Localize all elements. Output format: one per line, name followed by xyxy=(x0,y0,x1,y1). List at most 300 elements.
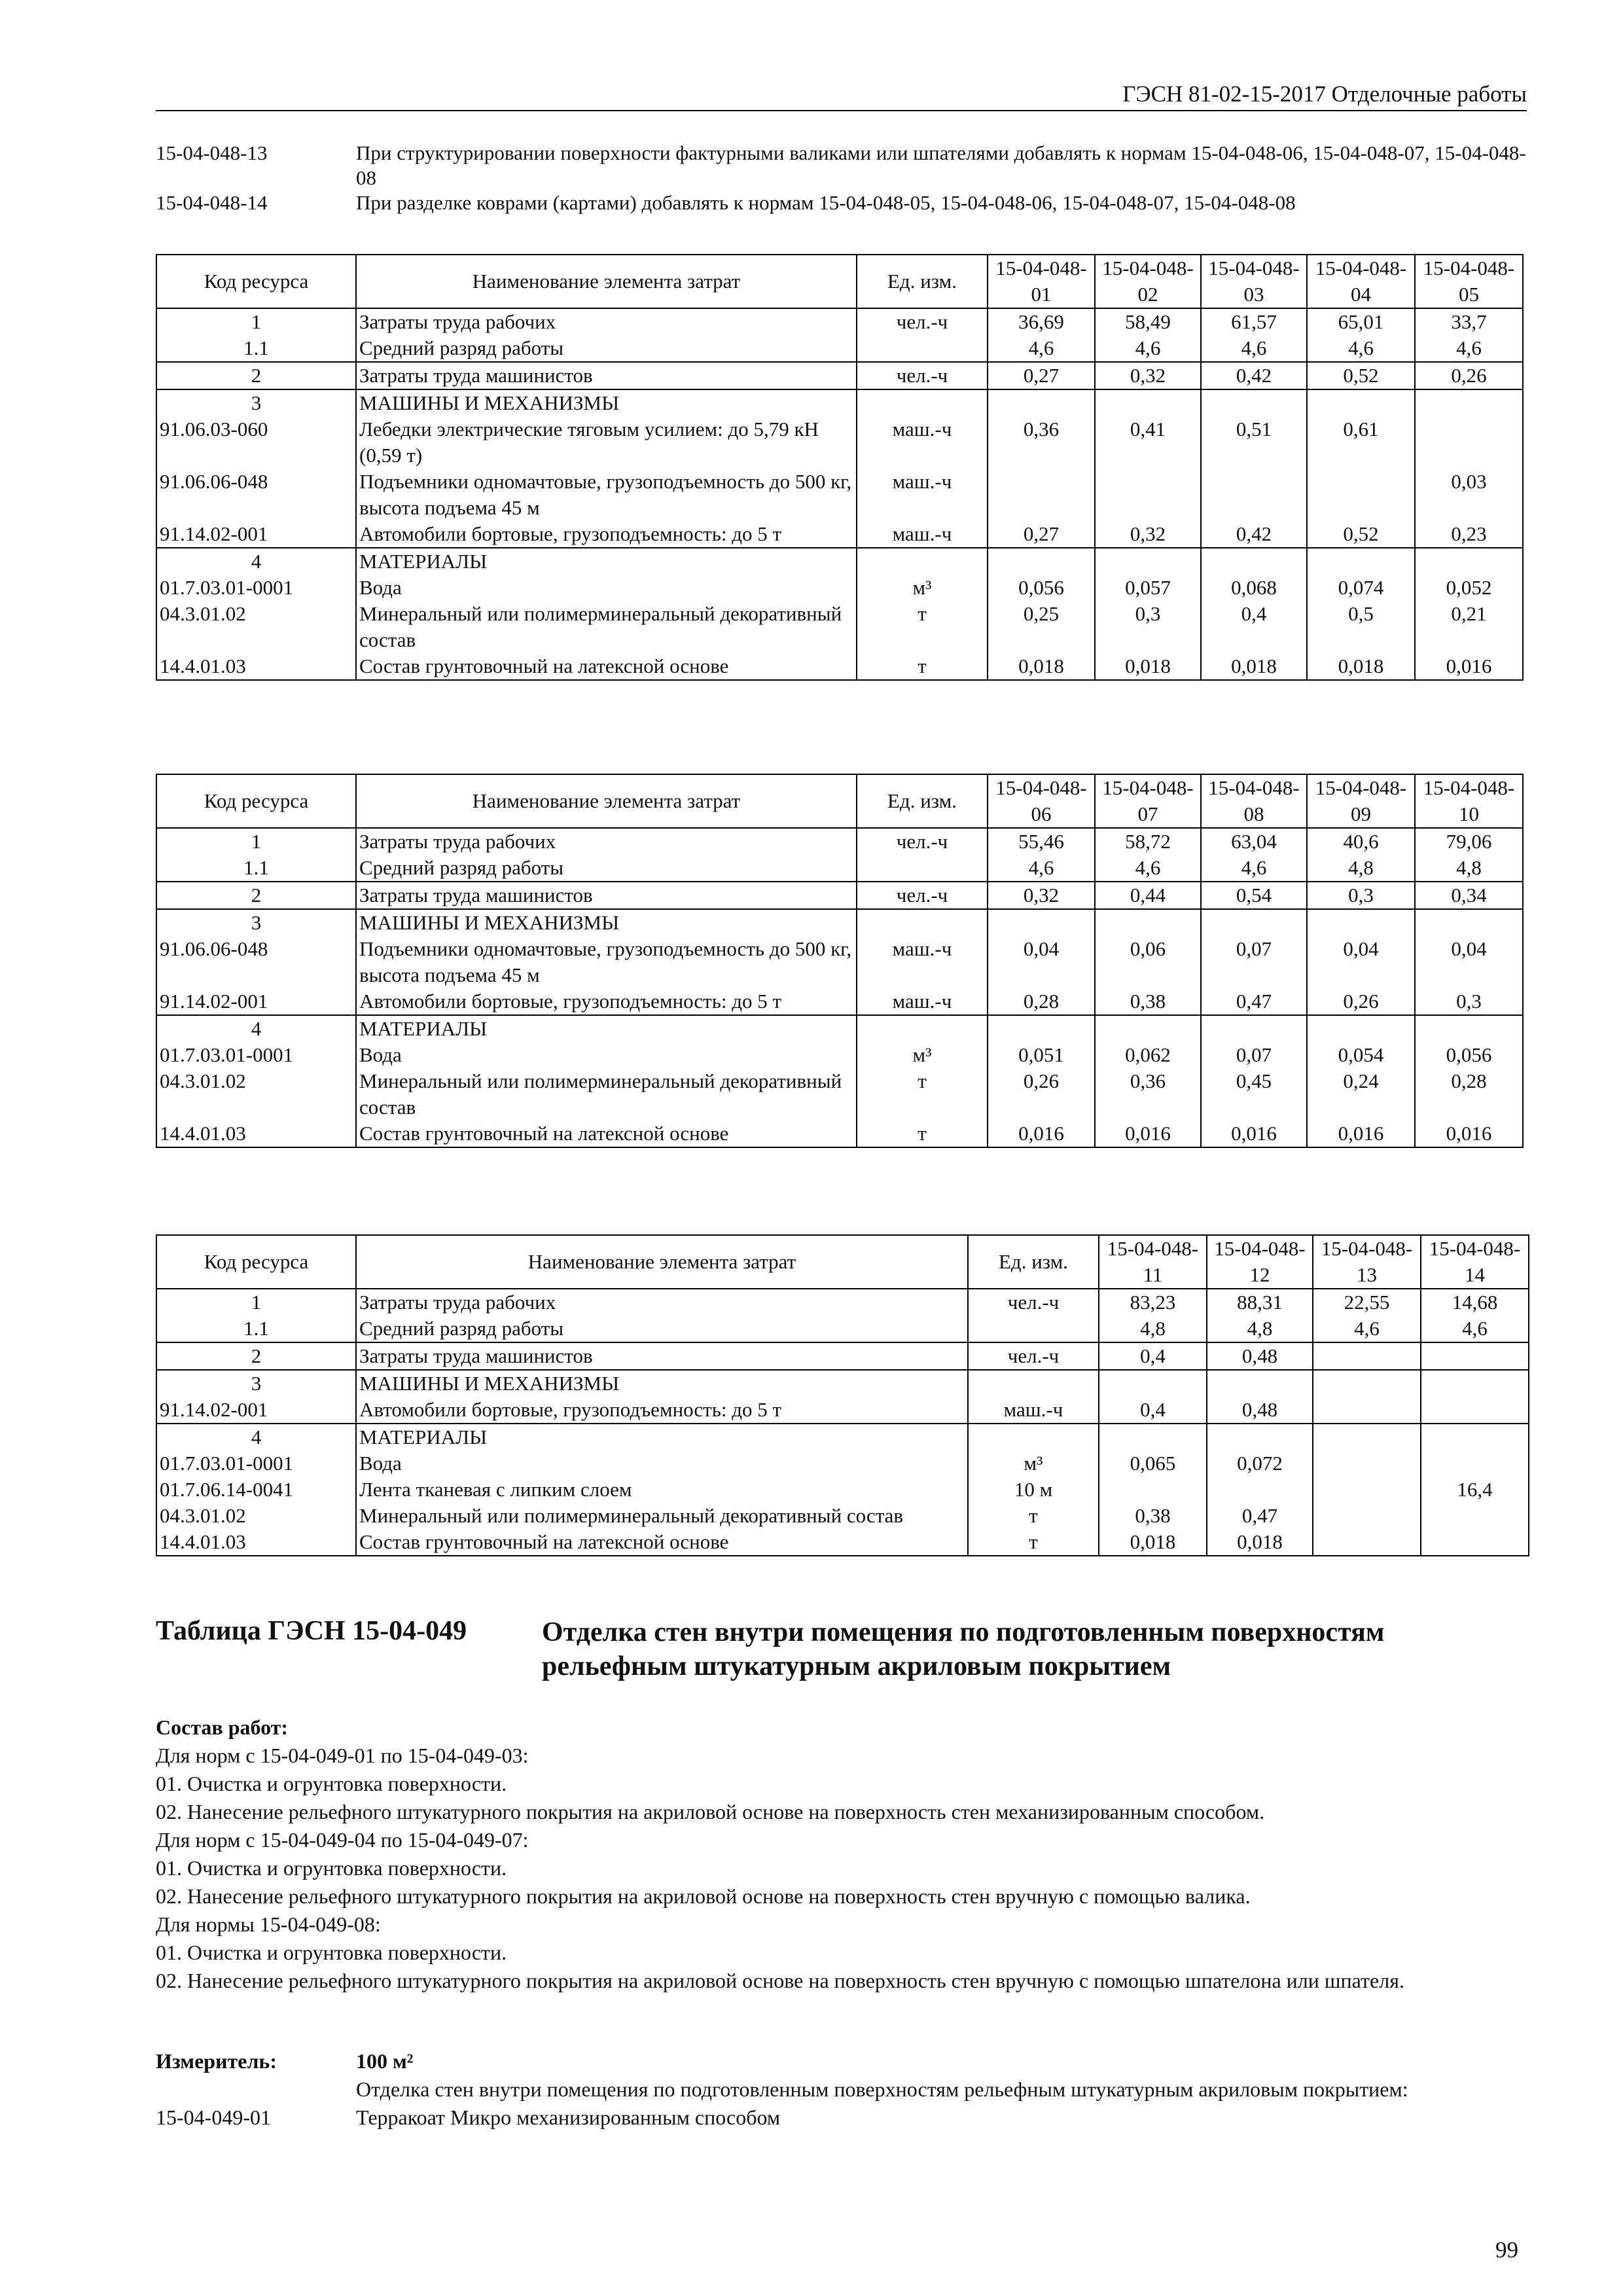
resource-value xyxy=(1421,1529,1529,1556)
resource-value: 4,6 xyxy=(1095,335,1201,362)
table-row xyxy=(156,1529,1529,1556)
resource-value: 0,25 xyxy=(988,601,1095,653)
table-row xyxy=(156,1477,1529,1503)
table-row xyxy=(156,653,1523,680)
resource-name: Средний разряд работы xyxy=(356,335,857,362)
resource-value: 0,3 xyxy=(1307,882,1415,909)
resource-code: 01.7.03.01-0001 xyxy=(156,1450,356,1477)
resource-value xyxy=(1313,1503,1421,1529)
resource-value: 0,34 xyxy=(1415,882,1523,909)
resource-value: 0,04 xyxy=(988,936,1095,988)
resource-value xyxy=(1099,1370,1207,1397)
table-row xyxy=(156,909,1523,936)
resource-value: 33,7 xyxy=(1415,308,1523,335)
resource-name: Средний разряд работы xyxy=(356,855,857,882)
header-norm-code: 15-04-048-13 xyxy=(1313,1235,1421,1289)
resource-value: 0,057 xyxy=(1095,575,1201,601)
resource-value: 0,4 xyxy=(1099,1342,1207,1370)
resource-name: Затраты труда машинистов xyxy=(356,882,857,909)
resource-unit: чел.-ч xyxy=(857,828,988,855)
resource-value: 0,07 xyxy=(1201,936,1307,988)
resource-value: 58,49 xyxy=(1095,308,1201,335)
resource-code: 01.7.03.01-0001 xyxy=(156,575,356,601)
resource-name: Состав грунтовочный на латексной основе xyxy=(356,1529,968,1556)
resource-value: 0,4 xyxy=(1201,601,1307,653)
resource-value: 0,27 xyxy=(988,362,1095,389)
resource-value: 4,6 xyxy=(1307,335,1415,362)
table-row xyxy=(156,936,1523,988)
resource-name: Автомобили бортовые, грузоподъемность: до 5 т xyxy=(356,521,857,548)
resource-name: МАТЕРИАЛЫ xyxy=(356,548,857,575)
header-name: Наименование элемента затрат xyxy=(356,1235,968,1289)
composition-line: 01. Очистка и огрунтовка поверхности. xyxy=(156,1941,507,1964)
resource-name: МАШИНЫ И МЕХАНИЗМЫ xyxy=(356,1370,968,1397)
resource-name: Средний разряд работы xyxy=(356,1316,968,1342)
resource-value xyxy=(1421,1397,1529,1424)
resource-unit xyxy=(968,1370,1099,1397)
header-norm-code: 15-04-048-08 xyxy=(1201,774,1307,828)
resource-name: Состав грунтовочный на латексной основе xyxy=(356,653,857,680)
resource-unit: маш.-ч xyxy=(857,988,988,1015)
resource-unit xyxy=(857,1015,988,1042)
resource-value: 0,24 xyxy=(1307,1068,1415,1121)
resource-value: 0,018 xyxy=(1099,1529,1207,1556)
table-row xyxy=(156,1450,1529,1477)
table-row xyxy=(156,362,1523,389)
resource-unit xyxy=(857,909,988,936)
table-row xyxy=(156,1289,1529,1316)
resource-value: 0,52 xyxy=(1307,521,1415,548)
resource-value: 63,04 xyxy=(1201,828,1307,855)
resource-value xyxy=(1313,1397,1421,1424)
note-row xyxy=(156,190,1530,215)
resource-value xyxy=(988,548,1095,575)
resource-code: 2 xyxy=(156,1342,356,1370)
note-text: При структурировании поверхности фактурными валиками или шпателями добавлять к нормам 15-04-048-06, 15-04-048-07, 15-04-048-08 xyxy=(356,141,1526,189)
item-code: 15-04-049-01 xyxy=(156,2106,271,2129)
resource-value xyxy=(1201,548,1307,575)
resource-unit: 10 м xyxy=(968,1477,1099,1503)
resource-value: 0,61 xyxy=(1307,416,1415,469)
resource-unit: чел.-ч xyxy=(857,362,988,389)
resource-code: 4 xyxy=(156,1424,356,1450)
resource-unit: т xyxy=(857,653,988,680)
table-header-row xyxy=(156,255,1523,308)
header-norm-code: 15-04-048-11 xyxy=(1099,1235,1207,1289)
resource-unit: т xyxy=(857,601,988,653)
resource-value: 0,051 xyxy=(988,1042,1095,1068)
resource-value: 0,074 xyxy=(1307,575,1415,601)
table-row xyxy=(156,1015,1523,1042)
resource-value: 0,45 xyxy=(1201,1068,1307,1121)
table-header-row xyxy=(156,774,1523,828)
resource-value xyxy=(1095,389,1201,416)
composition-heading: Состав работ: xyxy=(156,1715,289,1739)
resource-code: 14.4.01.03 xyxy=(156,1529,356,1556)
resource-name: Минеральный или полимерминеральный декоративный состав xyxy=(356,1503,968,1529)
table-row xyxy=(156,1042,1523,1068)
composition-line: 02. Нанесение рельефного штукатурного покрытия на акриловой основе на поверхность стен вручную с помощью шпателона или шпателя. xyxy=(156,1969,1404,1992)
resource-value: 0,054 xyxy=(1307,1042,1415,1068)
resource-value xyxy=(988,469,1095,521)
note-code: 15-04-048-13 xyxy=(156,141,268,164)
header-unit: Ед. изм. xyxy=(968,1235,1099,1289)
table-row xyxy=(156,335,1523,362)
table-row xyxy=(156,1316,1529,1342)
composition-line: Для норм с 15-04-049-01 по 15-04-049-03: xyxy=(156,1744,529,1767)
resource-value: 0,016 xyxy=(1201,1121,1307,1147)
resource-value: 4,6 xyxy=(988,335,1095,362)
table-row xyxy=(156,1397,1529,1424)
resource-code: 1.1 xyxy=(156,855,356,882)
resource-value xyxy=(1307,389,1415,416)
resource-code: 04.3.01.02 xyxy=(156,601,356,653)
resource-value: 0,052 xyxy=(1415,575,1523,601)
resource-value xyxy=(1207,1424,1313,1450)
header-name: Наименование элемента затрат xyxy=(356,255,857,308)
table-row xyxy=(156,601,1523,653)
resource-code: 2 xyxy=(156,362,356,389)
resource-value: 0,32 xyxy=(1095,362,1201,389)
resource-code: 91.06.06-048 xyxy=(156,469,356,521)
header-norm-code: 15-04-048-02 xyxy=(1095,255,1201,308)
resource-code: 1 xyxy=(156,308,356,335)
resource-code: 04.3.01.02 xyxy=(156,1503,356,1529)
work-composition xyxy=(156,1713,1537,1995)
resource-value: 0,28 xyxy=(1415,1068,1523,1121)
resource-unit: чел.-ч xyxy=(968,1342,1099,1370)
resource-value: 0,41 xyxy=(1095,416,1201,469)
resource-unit: чел.-ч xyxy=(968,1289,1099,1316)
resource-unit: т xyxy=(968,1503,1099,1529)
header-norm-code: 15-04-048-05 xyxy=(1415,255,1523,308)
resource-value xyxy=(1099,1424,1207,1450)
resource-table-3 xyxy=(156,1234,1529,1556)
resource-unit: маш.-ч xyxy=(857,416,988,469)
resource-value: 4,6 xyxy=(1421,1316,1529,1342)
resource-code: 1 xyxy=(156,828,356,855)
resource-code: 3 xyxy=(156,909,356,936)
resource-value: 0,26 xyxy=(1307,988,1415,1015)
resource-value xyxy=(1207,1477,1313,1503)
header-norm-code: 15-04-048-04 xyxy=(1307,255,1415,308)
resource-value: 0,072 xyxy=(1207,1450,1313,1477)
resource-value: 0,04 xyxy=(1307,936,1415,988)
resource-value: 4,8 xyxy=(1307,855,1415,882)
resource-table-1 xyxy=(156,254,1524,681)
resource-value xyxy=(1313,1424,1421,1450)
resource-code: 91.14.02-001 xyxy=(156,988,356,1015)
resource-code: 4 xyxy=(156,548,356,575)
resource-code: 91.14.02-001 xyxy=(156,1397,356,1424)
resource-value: 0,04 xyxy=(1415,936,1523,988)
resource-value: 88,31 xyxy=(1207,1289,1313,1316)
resource-unit: т xyxy=(857,1121,988,1147)
resource-value xyxy=(1313,1450,1421,1477)
resource-value xyxy=(1415,548,1523,575)
resource-value: 0,48 xyxy=(1207,1342,1313,1370)
resource-name: Минеральный или полимерминеральный декоративный состав xyxy=(356,601,857,653)
composition-line: 01. Очистка и огрунтовка поверхности. xyxy=(156,1856,507,1880)
composition-line: 01. Очистка и огрунтовка поверхности. xyxy=(156,1772,507,1795)
page-number: 99 xyxy=(1495,2237,1518,2263)
resource-value: 4,6 xyxy=(1313,1316,1421,1342)
resource-value: 4,6 xyxy=(1201,855,1307,882)
resource-unit: маш.-ч xyxy=(857,936,988,988)
resource-name: Затраты труда рабочих xyxy=(356,1289,968,1316)
header-unit: Ед. изм. xyxy=(857,774,988,828)
resource-value: 0,4 xyxy=(1099,1397,1207,1424)
resource-value: 0,3 xyxy=(1095,601,1201,653)
resource-value: 4,8 xyxy=(1207,1316,1313,1342)
notes-block xyxy=(156,141,1530,215)
resource-value: 0,016 xyxy=(1307,1121,1415,1147)
resource-value: 0,42 xyxy=(1201,521,1307,548)
measure-block xyxy=(156,2047,1530,2132)
table-header-row xyxy=(156,1235,1529,1289)
resource-value: 0,018 xyxy=(1307,653,1415,680)
resource-value xyxy=(1421,1342,1529,1370)
resource-value xyxy=(1307,909,1415,936)
table-row xyxy=(156,1342,1529,1370)
resource-value xyxy=(1415,1015,1523,1042)
table-row xyxy=(156,416,1523,469)
resource-table-2 xyxy=(156,774,1524,1148)
resource-value: 58,72 xyxy=(1095,828,1201,855)
table-row xyxy=(156,575,1523,601)
resource-value xyxy=(1099,1477,1207,1503)
resource-value: 0,54 xyxy=(1201,882,1307,909)
resource-value: 22,55 xyxy=(1313,1289,1421,1316)
measure-description: Отделка стен внутри помещения по подготовленным поверхностям рельефным штукатурным акриловым покрытием: xyxy=(356,2077,1408,2101)
resource-value: 0,018 xyxy=(1095,653,1201,680)
resource-value: 0,03 xyxy=(1415,469,1523,521)
resource-name: Затраты труда рабочих xyxy=(356,308,857,335)
item-text: Терракоат Микро механизированным способом xyxy=(356,2106,781,2129)
resource-value: 0,48 xyxy=(1207,1397,1313,1424)
resource-value: 0,32 xyxy=(1095,521,1201,548)
resource-value: 4,6 xyxy=(1095,855,1201,882)
resource-value xyxy=(1415,389,1523,416)
resource-code: 1.1 xyxy=(156,1316,356,1342)
resource-value: 0,27 xyxy=(988,521,1095,548)
header-name: Наименование элемента затрат xyxy=(356,774,857,828)
resource-value xyxy=(1201,909,1307,936)
resource-code: 3 xyxy=(156,389,356,416)
resource-code: 91.06.03-060 xyxy=(156,416,356,469)
resource-name: Затраты труда машинистов xyxy=(356,362,857,389)
resource-name: МАШИНЫ И МЕХАНИЗМЫ xyxy=(356,389,857,416)
resource-value: 0,32 xyxy=(988,882,1095,909)
resource-value xyxy=(1421,1370,1529,1397)
resource-value xyxy=(1415,416,1523,469)
table-row xyxy=(156,548,1523,575)
resource-name: Вода xyxy=(356,575,857,601)
header-norm-code: 15-04-048-12 xyxy=(1207,1235,1313,1289)
resource-value: 0,26 xyxy=(1415,362,1523,389)
resource-value: 55,46 xyxy=(988,828,1095,855)
resource-value xyxy=(1095,548,1201,575)
resource-unit: чел.-ч xyxy=(857,308,988,335)
resource-value: 0,38 xyxy=(1095,988,1201,1015)
resource-value xyxy=(1307,1015,1415,1042)
composition-line: 02. Нанесение рельефного штукатурного покрытия на акриловой основе на поверхность стен вручную с помощью валика. xyxy=(156,1884,1251,1908)
resource-value: 61,57 xyxy=(1201,308,1307,335)
resource-value: 0,47 xyxy=(1207,1503,1313,1529)
resource-value: 0,016 xyxy=(1415,653,1523,680)
resource-name: МАШИНЫ И МЕХАНИЗМЫ xyxy=(356,909,857,936)
resource-code: 14.4.01.03 xyxy=(156,1121,356,1147)
table-row xyxy=(156,1370,1529,1397)
resource-value xyxy=(1313,1477,1421,1503)
resource-value xyxy=(1201,389,1307,416)
resource-code: 01.7.06.14-0041 xyxy=(156,1477,356,1503)
resource-name: Автомобили бортовые, грузоподъемность: до 5 т xyxy=(356,1397,968,1424)
resource-code: 4 xyxy=(156,1015,356,1042)
resource-name: Вода xyxy=(356,1042,857,1068)
resource-value xyxy=(1313,1370,1421,1397)
resource-value xyxy=(1421,1424,1529,1450)
resource-code: 1.1 xyxy=(156,335,356,362)
resource-value: 0,065 xyxy=(1099,1450,1207,1477)
resource-value xyxy=(988,389,1095,416)
resource-name: Подъемники одномачтовые, грузоподъемность до 500 кг, высота подъема 45 м xyxy=(356,469,857,521)
resource-value: 0,018 xyxy=(1207,1529,1313,1556)
resource-value: 36,69 xyxy=(988,308,1095,335)
resource-value: 0,26 xyxy=(988,1068,1095,1121)
header-norm-code: 15-04-048-07 xyxy=(1095,774,1201,828)
resource-unit xyxy=(968,1316,1099,1342)
resource-unit: т xyxy=(968,1529,1099,1556)
resource-value xyxy=(1307,548,1415,575)
resource-value: 0,016 xyxy=(1415,1121,1523,1147)
composition-line: 02. Нанесение рельефного штукатурного покрытия на акриловой основе на поверхность стен механизированным способом. xyxy=(156,1800,1265,1823)
resource-unit xyxy=(857,855,988,882)
resource-value: 0,5 xyxy=(1307,601,1415,653)
header-unit: Ед. изм. xyxy=(857,255,988,308)
measure-row xyxy=(156,2047,1530,2075)
resource-unit: маш.-ч xyxy=(968,1397,1099,1424)
resource-value: 0,21 xyxy=(1415,601,1523,653)
note-text: При разделке коврами (картами) добавлять к нормам 15-04-048-05, 15-04-048-06, 15-04-048-07, 15-04-048-08 xyxy=(356,191,1296,214)
resource-unit: м³ xyxy=(968,1450,1099,1477)
header-norm-code: 15-04-048-03 xyxy=(1201,255,1307,308)
resource-value xyxy=(1415,909,1523,936)
header-norm-code: 15-04-048-06 xyxy=(988,774,1095,828)
table-title: Отделка стен внутри помещения по подготовленным поверхностям рельефным штукатурным акриловым покрытием xyxy=(542,1617,1385,1681)
resource-value: 0,52 xyxy=(1307,362,1415,389)
table-row xyxy=(156,1424,1529,1450)
resource-name: МАТЕРИАЛЫ xyxy=(356,1015,857,1042)
resource-unit xyxy=(857,389,988,416)
resource-value: 0,062 xyxy=(1095,1042,1201,1068)
resource-code: 2 xyxy=(156,882,356,909)
resource-code: 91.14.02-001 xyxy=(156,521,356,548)
resource-value xyxy=(1201,469,1307,521)
table-row xyxy=(156,389,1523,416)
resource-value: 40,6 xyxy=(1307,828,1415,855)
resource-code: 14.4.01.03 xyxy=(156,653,356,680)
page-header xyxy=(156,77,1527,111)
resource-value xyxy=(1207,1370,1313,1397)
resource-value xyxy=(988,909,1095,936)
resource-name: Лебедки электрические тяговым усилием: до 5,79 кН (0,59 т) xyxy=(356,416,857,469)
resource-name: Затраты труда машинистов xyxy=(356,1342,968,1370)
resource-code: 1 xyxy=(156,1289,356,1316)
resource-value: 0,056 xyxy=(988,575,1095,601)
resource-value: 4,8 xyxy=(1099,1316,1207,1342)
header-code: Код ресурса xyxy=(156,1235,356,1289)
table-row xyxy=(156,988,1523,1015)
resource-name: Минеральный или полимерминеральный декоративный состав xyxy=(356,1068,857,1121)
resource-value: 0,07 xyxy=(1201,1042,1307,1068)
resource-value: 16,4 xyxy=(1421,1477,1529,1503)
resource-unit: м³ xyxy=(857,1042,988,1068)
measure-label: Измеритель: xyxy=(156,2049,277,2073)
resource-value xyxy=(1313,1342,1421,1370)
resource-value xyxy=(1095,1015,1201,1042)
header-norm-code: 15-04-048-10 xyxy=(1415,774,1523,828)
resource-name: Подъемники одномачтовые, грузоподъемность до 500 кг, высота подъема 45 м xyxy=(356,936,857,988)
header-norm-code: 15-04-048-01 xyxy=(988,255,1095,308)
resource-value: 14,68 xyxy=(1421,1289,1529,1316)
composition-line: Для нормы 15-04-049-08: xyxy=(156,1912,381,1936)
resource-value: 0,3 xyxy=(1415,988,1523,1015)
resource-name: Лента тканевая с липким слоем xyxy=(356,1477,968,1503)
resource-unit: чел.-ч xyxy=(857,882,988,909)
table-row xyxy=(156,1121,1523,1147)
resource-value: 0,28 xyxy=(988,988,1095,1015)
resource-value: 83,23 xyxy=(1099,1289,1207,1316)
resource-value xyxy=(1421,1450,1529,1477)
table-row xyxy=(156,469,1523,521)
resource-code: 3 xyxy=(156,1370,356,1397)
resource-value: 0,42 xyxy=(1201,362,1307,389)
resource-value xyxy=(1201,1015,1307,1042)
resource-code: 91.06.06-048 xyxy=(156,936,356,988)
note-row xyxy=(156,141,1530,190)
resource-unit xyxy=(968,1424,1099,1450)
resource-name: Состав грунтовочный на латексной основе xyxy=(356,1121,857,1147)
table-row xyxy=(156,521,1523,548)
resource-value: 4,6 xyxy=(1201,335,1307,362)
resource-value xyxy=(1313,1529,1421,1556)
resource-value: 0,47 xyxy=(1201,988,1307,1015)
resource-code: 01.7.03.01-0001 xyxy=(156,1042,356,1068)
resource-value: 0,018 xyxy=(988,653,1095,680)
header-norm-code: 15-04-048-09 xyxy=(1307,774,1415,828)
resource-value: 0,36 xyxy=(1095,1068,1201,1121)
header-norm-code: 15-04-048-14 xyxy=(1421,1235,1529,1289)
resource-value xyxy=(1095,909,1201,936)
resource-code: 04.3.01.02 xyxy=(156,1068,356,1121)
resource-unit: маш.-ч xyxy=(857,521,988,548)
resource-name: Затраты труда рабочих xyxy=(356,828,857,855)
table-row xyxy=(156,855,1523,882)
resource-value: 0,068 xyxy=(1201,575,1307,601)
resource-unit xyxy=(857,548,988,575)
resource-value: 0,51 xyxy=(1201,416,1307,469)
measure-row xyxy=(156,2075,1530,2104)
resource-value: 0,44 xyxy=(1095,882,1201,909)
resource-value: 0,38 xyxy=(1099,1503,1207,1529)
resource-name: Автомобили бортовые, грузоподъемность: до 5 т xyxy=(356,988,857,1015)
resource-value: 4,6 xyxy=(1415,335,1523,362)
resource-unit xyxy=(857,335,988,362)
resource-value xyxy=(988,1015,1095,1042)
resource-unit: м³ xyxy=(857,575,988,601)
composition-line: Для норм с 15-04-049-04 по 15-04-049-07: xyxy=(156,1828,529,1852)
